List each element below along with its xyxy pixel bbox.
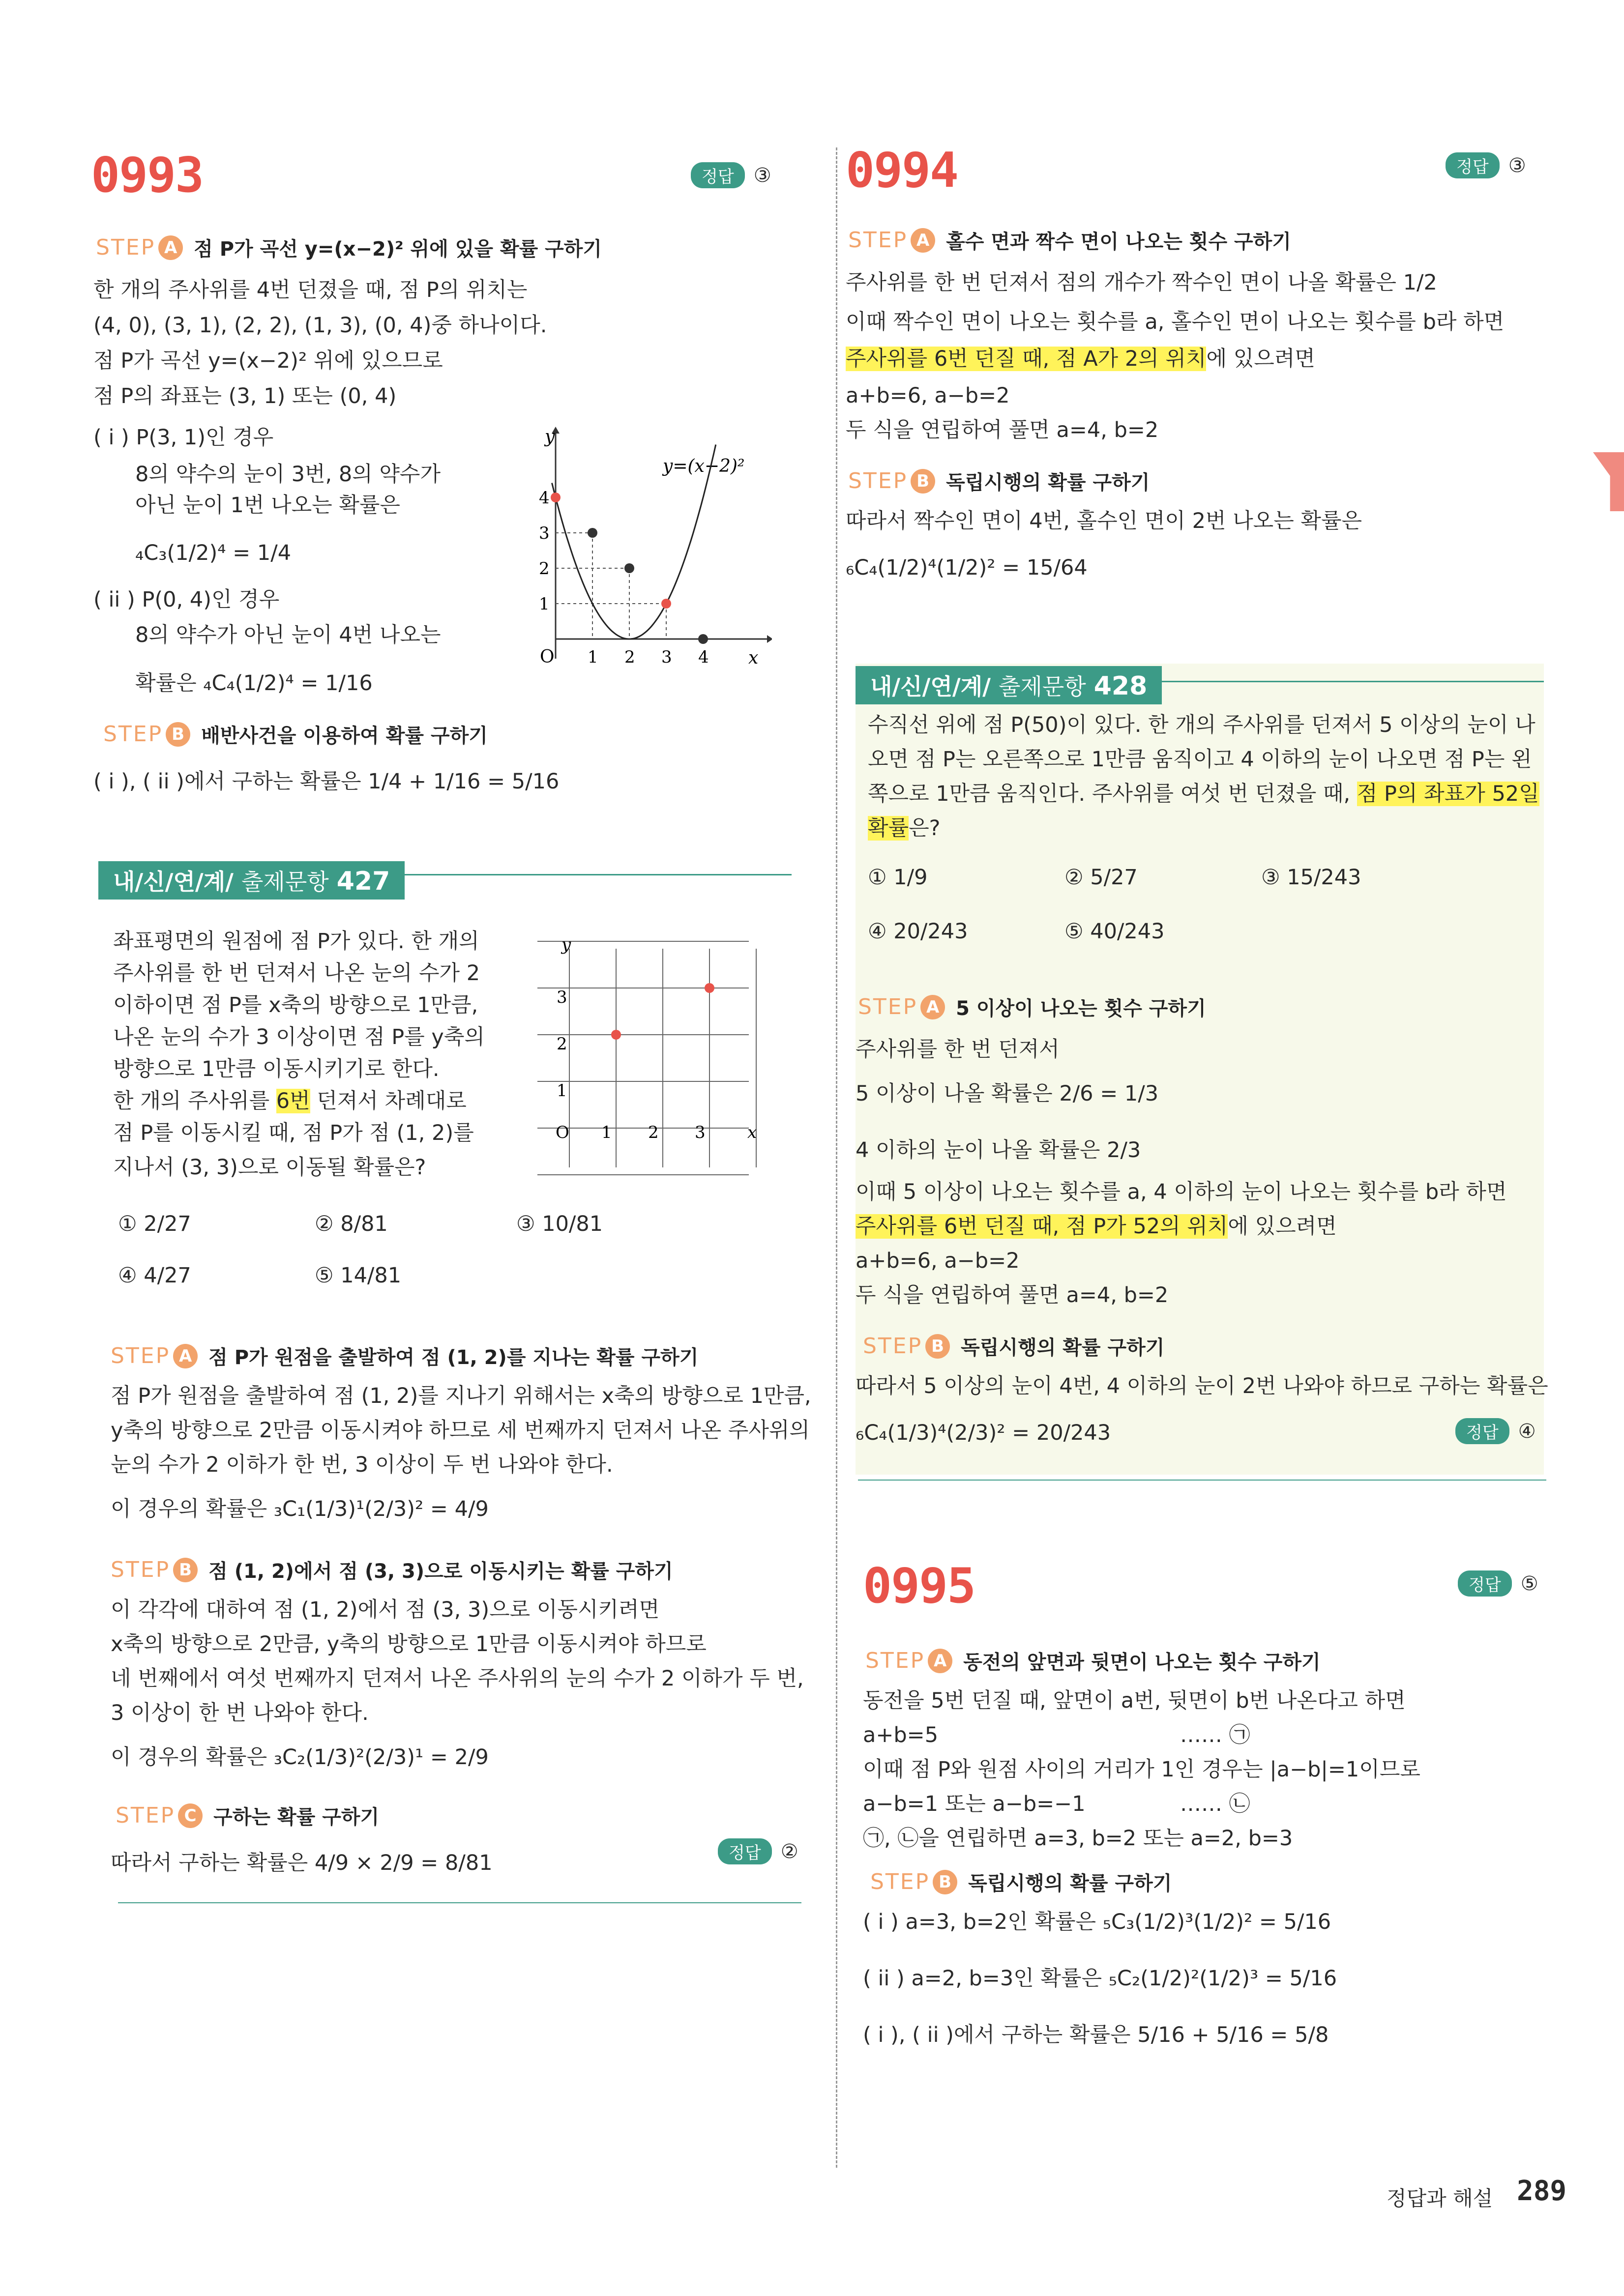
step-b-0995: STEP B 독립시행의 확률 구하기 [870, 1868, 1172, 1896]
step-b-427: STEP B 점 (1, 2)에서 점 (3, 3)으로 이동시키는 확률 구하기 [111, 1556, 673, 1584]
text-line: 이때 5 이상이 나오는 횟수를 a, 4 이하의 눈이 나오는 횟수를 b라 하면 [856, 1180, 1507, 1204]
text-line [846, 344, 1315, 374]
case-heading: ( ii ) P(0, 4)인 경우 [93, 587, 280, 612]
graph-guides [556, 533, 666, 639]
question-text: 은? [909, 816, 941, 841]
section-header-427 [98, 861, 405, 900]
y-tick-label: 4 [539, 488, 550, 508]
step-title: 5 이상이 나오는 횟수 구하기 [956, 997, 1206, 1020]
text-line: 한 개의 주사위를 4번 던졌을 때, 점 P의 위치는 [93, 278, 528, 302]
x-axis-label: x [747, 1123, 757, 1142]
step-b-0993: STEP B 배반사건을 이용하여 확률 구하기 [103, 720, 488, 748]
origin-label: O [556, 1123, 569, 1142]
step-letter: B [173, 1558, 198, 1582]
curve-label: y=(x−2)² [663, 456, 745, 476]
formula: ( i ), ( ii )에서 구하는 확률은 5/16 + 5/16 = 5/8 [863, 2023, 1329, 2047]
origin-label: O [540, 647, 555, 667]
step-a-0995: STEP A 동전의 앞면과 뒷면이 나오는 횟수 구하기 [865, 1647, 1321, 1675]
answer-badge-0994 [1446, 152, 1526, 178]
y-tick-label: 3 [539, 523, 550, 543]
question-line: 오면 점 P는 오른쪽으로 1만큼 움직이고 4 이하의 눈이 나오면 점 P는 왼 [868, 747, 1532, 772]
header-number: 427 [336, 867, 390, 896]
x-tick-label: 2 [648, 1123, 659, 1142]
x-tick-label: 2 [624, 647, 635, 667]
formula: 5 이상이 나올 확률은 2/6 = 1/3 [856, 1081, 1159, 1106]
text-line: 점 P가 원점을 출발하여 점 (1, 2)를 지나기 위해서는 x축의 방향으로 1만큼, [111, 1384, 811, 1408]
question-line: 이하이면 점 P를 x축의 방향으로 1만큼, [113, 993, 478, 1017]
answer-label: 정답 [718, 1838, 772, 1864]
text-line: 아닌 눈이 1번 나오는 확률은 [135, 493, 400, 518]
section-header-428 [856, 666, 1162, 704]
x-axis-label: x [748, 648, 759, 668]
text-line: 동전을 5번 던질 때, 앞면이 a번, 뒷면이 b번 나온다고 하면 [863, 1688, 1406, 1713]
highlighted-text: 점 P의 좌표가 52일 [1357, 782, 1539, 806]
answer-label: 정답 [1446, 152, 1500, 178]
option-2: ② 8/81 [315, 1212, 388, 1236]
y-tick-label: 1 [557, 1081, 567, 1101]
formula: 4 이하의 눈이 나올 확률은 2/3 [856, 1138, 1141, 1163]
header-label: 출제문항 [241, 869, 329, 895]
question-line: 주사위를 한 번 던져서 나온 눈의 수가 2 [113, 961, 480, 986]
lattice-point [624, 563, 634, 573]
text-line: 따라서 5 이상의 눈이 4번, 4 이하의 눈이 2번 나와야 하므로 구하는 확률은 [856, 1374, 1548, 1398]
chapter-tab [1593, 452, 1624, 511]
answer-value: ③ [1508, 154, 1526, 177]
question-text: 쪽으로 1만큼 움직인다. 주사위를 여섯 번 던졌을 때, [868, 782, 1357, 806]
option-5: ⑤ 40/243 [1064, 919, 1165, 944]
text-line: a+b=5 [863, 1723, 939, 1747]
step-title: 동전의 앞면과 뒷면이 나오는 횟수 구하기 [963, 1651, 1321, 1674]
text-line: 네 번째에서 여섯 번째까지 던져서 나온 주사위의 눈의 수가 2 이하가 두 번, [111, 1666, 804, 1691]
lattice-point [698, 634, 708, 644]
formula: ( i ), ( ii )에서 구하는 확률은 1/4 + 1/16 = 5/16 [93, 769, 560, 794]
step-title: 독립시행의 확률 구하기 [946, 471, 1150, 494]
x-tick-label: 4 [698, 647, 709, 667]
option-1: ① 2/27 [118, 1212, 191, 1236]
question-line: 나온 눈의 수가 3 이상이면 점 P를 y축의 [113, 1025, 485, 1049]
formula: ( i ) a=3, b=2인 확률은 ₅C₃(1/2)³(1/2)² = 5/16 [863, 1910, 1331, 1934]
text-line: 두 식을 연립하여 풀면 a=4, b=2 [856, 1283, 1169, 1308]
highlight-point [551, 493, 561, 502]
formula: ₄C₃(1/2)⁴ = 1/4 [135, 541, 292, 565]
step-title: 점 P가 곡선 y=(x−2)² 위에 있을 확률 구하기 [194, 238, 602, 261]
step-a-0993: STEP A 점 P가 곡선 y=(x−2)² 위에 있을 확률 구하기 [96, 233, 602, 262]
lattice-point [588, 528, 597, 538]
text-line: 3 이상이 한 번 나와야 한다. [111, 1701, 369, 1725]
page-number: 289 [1517, 2175, 1567, 2207]
x-tick-label: 1 [588, 647, 598, 667]
x-tick-label: 1 [601, 1123, 612, 1142]
formula: ( ii ) a=2, b=3인 확률은 ₅C₂(1/2)²(1/2)³ = 5/16 [863, 1966, 1337, 1991]
step-letter: B [925, 1334, 950, 1359]
text: 에 있으려면 [1228, 1214, 1337, 1239]
grid-point [705, 983, 714, 993]
problem-number-0994: 0994 [846, 143, 958, 199]
text-line: y축의 방향으로 2만큼 이동시켜야 하므로 세 번째까지 던져서 나온 주사위의 [111, 1418, 810, 1443]
option-4: ④ 20/243 [868, 919, 968, 944]
question-line [868, 814, 940, 843]
text-line: ㉠, ㉡을 연립하면 a=3, b=2 또는 a=2, b=3 [863, 1826, 1293, 1851]
question-line [113, 1086, 467, 1116]
answer-value: ④ [1518, 1420, 1536, 1443]
question-line: 수직선 위에 점 P(50)이 있다. 한 개의 주사위를 던져서 5 이상의 눈이 나 [868, 713, 1535, 737]
question-line: 방향으로 1만큼 이동시키기로 한다. [113, 1057, 440, 1081]
text-line: 이때 짝수인 면이 나오는 횟수를 a, 홀수인 면이 나오는 횟수를 b라 하면 [846, 310, 1505, 334]
formula: 이 경우의 확률은 ₃C₁(1/3)¹(2/3)² = 4/9 [111, 1497, 489, 1521]
text-line [856, 1212, 1337, 1241]
answer-badge-0995 [1458, 1570, 1538, 1597]
step-title: 독립시행의 확률 구하기 [968, 1872, 1172, 1895]
step-b-428: STEP B 독립시행의 확률 구하기 [863, 1332, 1164, 1360]
highlighted-text: 6번 [276, 1089, 310, 1113]
y-axis-label: y [561, 935, 571, 955]
section-divider [118, 1902, 801, 1903]
text-line: (4, 0), (3, 1), (2, 2), (1, 3), (0, 4)중 하나이다. [93, 313, 547, 338]
text-line: 주사위를 한 번 던져서 점의 개수가 짝수인 면이 나올 확률은 1/2 [846, 270, 1437, 295]
highlighted-text: 확률 [868, 816, 909, 841]
formula: 이 경우의 확률은 ₃C₂(1/3)²(2/3)¹ = 2/9 [111, 1745, 489, 1770]
text-line: 8의 약수의 눈이 3번, 8의 약수가 [135, 462, 441, 487]
step-letter: A [928, 1649, 952, 1673]
grid-ticks [557, 988, 706, 1142]
equation-marker: …… ㉠ [1180, 1723, 1250, 1747]
y-tick-label: 2 [539, 559, 550, 579]
step-letter: A [911, 228, 935, 253]
step-title: 점 P가 원점을 출발하여 점 (1, 2)를 지나는 확률 구하기 [208, 1346, 699, 1369]
option-4: ④ 4/27 [118, 1263, 191, 1288]
text-line: 이 각각에 대하여 점 (1, 2)에서 점 (3, 3)으로 이동시키려면 [111, 1598, 660, 1622]
step-title: 구하는 확률 구하기 [213, 1806, 380, 1829]
parabola-graph [536, 423, 772, 678]
step-letter: A [920, 995, 945, 1019]
formula: ₆C₄(1/3)⁴(2/3)² = 20/243 [856, 1421, 1111, 1445]
step-a-428: STEP A 5 이상이 나오는 횟수 구하기 [858, 993, 1206, 1021]
text-line: 주사위를 한 번 던져서 [856, 1037, 1060, 1062]
header-number: 428 [1093, 671, 1148, 701]
highlighted-text: 주사위를 6번 던질 때, 점 A가 2의 위치 [846, 347, 1207, 371]
answer-value: ⑤ [1520, 1572, 1538, 1595]
question-line: 지나서 (3, 3)으로 이동될 확률은? [113, 1155, 426, 1180]
highlighted-text: 주사위를 6번 던질 때, 점 P가 52의 위치 [856, 1214, 1228, 1239]
header-label: 출제문항 [998, 673, 1086, 700]
equation-marker: …… ㉡ [1180, 1792, 1250, 1816]
answer-label: 정답 [1458, 1570, 1512, 1597]
text-line: a+b=6, a−b=2 [846, 383, 1010, 408]
text-line: 두 식을 연립하여 풀면 a=4, b=2 [846, 418, 1159, 442]
answer-label: 정답 [1455, 1418, 1509, 1444]
answer-value: ② [780, 1840, 798, 1863]
text-line: x축의 방향으로 2만큼, y축의 방향으로 1만큼 이동시켜야 하므로 [111, 1632, 707, 1657]
text-line: 점 P가 곡선 y=(x−2)² 위에 있으므로 [93, 349, 443, 373]
option-2: ② 5/27 [1064, 865, 1138, 890]
text-line: 점 P의 좌표는 (3, 1) 또는 (0, 4) [93, 384, 397, 408]
header-tag: 내/신/연/계/ [113, 869, 234, 895]
step-title: 홀수 면과 짝수 면이 나오는 횟수 구하기 [946, 231, 1291, 253]
question-text: 한 개의 주사위를 [113, 1089, 276, 1113]
text-line: a−b=1 또는 a−b=−1 [863, 1792, 1086, 1816]
header-tag: 내/신/연/계/ [870, 673, 991, 700]
step-title: 독립시행의 확률 구하기 [961, 1337, 1165, 1359]
answer-badge-427 [718, 1838, 798, 1864]
lattice-grid [531, 931, 767, 1177]
question-line [868, 779, 1539, 809]
case-heading: ( i ) P(3, 1)인 경우 [93, 425, 274, 450]
answer-value: ③ [753, 164, 771, 187]
y-tick-label: 1 [539, 594, 550, 614]
problem-number-0993: 0993 [91, 147, 204, 203]
question-line: 점 P를 이동시킬 때, 점 P가 점 (1, 2)를 [113, 1121, 474, 1145]
problem-number-0995: 0995 [863, 1558, 975, 1614]
step-letter: B [933, 1870, 957, 1894]
footer-label: 정답과 해설 [1387, 2186, 1493, 2210]
formula: ₆C₄(1/2)⁴(1/2)² = 15/64 [846, 555, 1088, 580]
x-tick-label: 3 [661, 647, 672, 667]
step-letter: B [911, 469, 935, 494]
y-tick-label: 3 [557, 988, 567, 1007]
step-letter: C [178, 1803, 203, 1828]
y-tick-label: 2 [557, 1034, 567, 1054]
question-line: 좌표평면의 원점에 점 P가 있다. 한 개의 [113, 929, 479, 954]
grid-point [611, 1030, 621, 1040]
option-5: ⑤ 14/81 [315, 1263, 402, 1288]
step-b-0994: STEP B 독립시행의 확률 구하기 [848, 467, 1150, 495]
step-c-427: STEP C 구하는 확률 구하기 [116, 1802, 379, 1830]
text-line: a+b=6, a−b=2 [856, 1249, 1020, 1273]
step-title: 배반사건을 이용하여 확률 구하기 [201, 725, 488, 747]
step-title: 점 (1, 2)에서 점 (3, 3)으로 이동시키는 확률 구하기 [208, 1560, 673, 1583]
x-tick-label: 3 [695, 1123, 706, 1142]
step-letter: A [158, 235, 183, 260]
text-line: 8의 약수가 아닌 눈이 4번 나오는 [135, 623, 441, 647]
highlight-point [661, 599, 671, 609]
column-divider [836, 147, 837, 2168]
option-1: ① 1/9 [868, 865, 928, 890]
formula: 확률은 ₄C₄(1/2)⁴ = 1/16 [135, 671, 373, 696]
text-line: 이때 점 P와 원점 사이의 거리가 1인 경우는 |a−b|=1이므로 [863, 1757, 1420, 1782]
section-divider [858, 1480, 1546, 1481]
answer-badge-428 [1455, 1418, 1536, 1444]
option-3: ③ 10/81 [516, 1212, 603, 1236]
step-a-0994: STEP A 홀수 면과 짝수 면이 나오는 횟수 구하기 [848, 226, 1291, 254]
answer-badge-0993 [691, 162, 771, 188]
text: 에 있으려면 [1206, 347, 1315, 371]
option-3: ③ 15/243 [1261, 865, 1361, 890]
text-line: 눈의 수가 2 이하가 한 번, 3 이상이 두 번 나와야 한다. [111, 1453, 613, 1477]
formula: 따라서 구하는 확률은 4/9 × 2/9 = 8/81 [111, 1851, 493, 1875]
step-a-427: STEP A 점 P가 원점을 출발하여 점 (1, 2)를 지나는 확률 구하기 [111, 1342, 698, 1370]
step-letter: A [173, 1344, 198, 1368]
y-axis-label: y [545, 427, 555, 447]
graph-ticks [539, 488, 709, 667]
text-line: 따라서 짝수인 면이 4번, 홀수인 면이 2번 나오는 확률은 [846, 509, 1362, 533]
answer-label: 정답 [691, 162, 745, 188]
question-text: 던져서 차례대로 [310, 1089, 467, 1113]
step-letter: B [166, 722, 190, 747]
